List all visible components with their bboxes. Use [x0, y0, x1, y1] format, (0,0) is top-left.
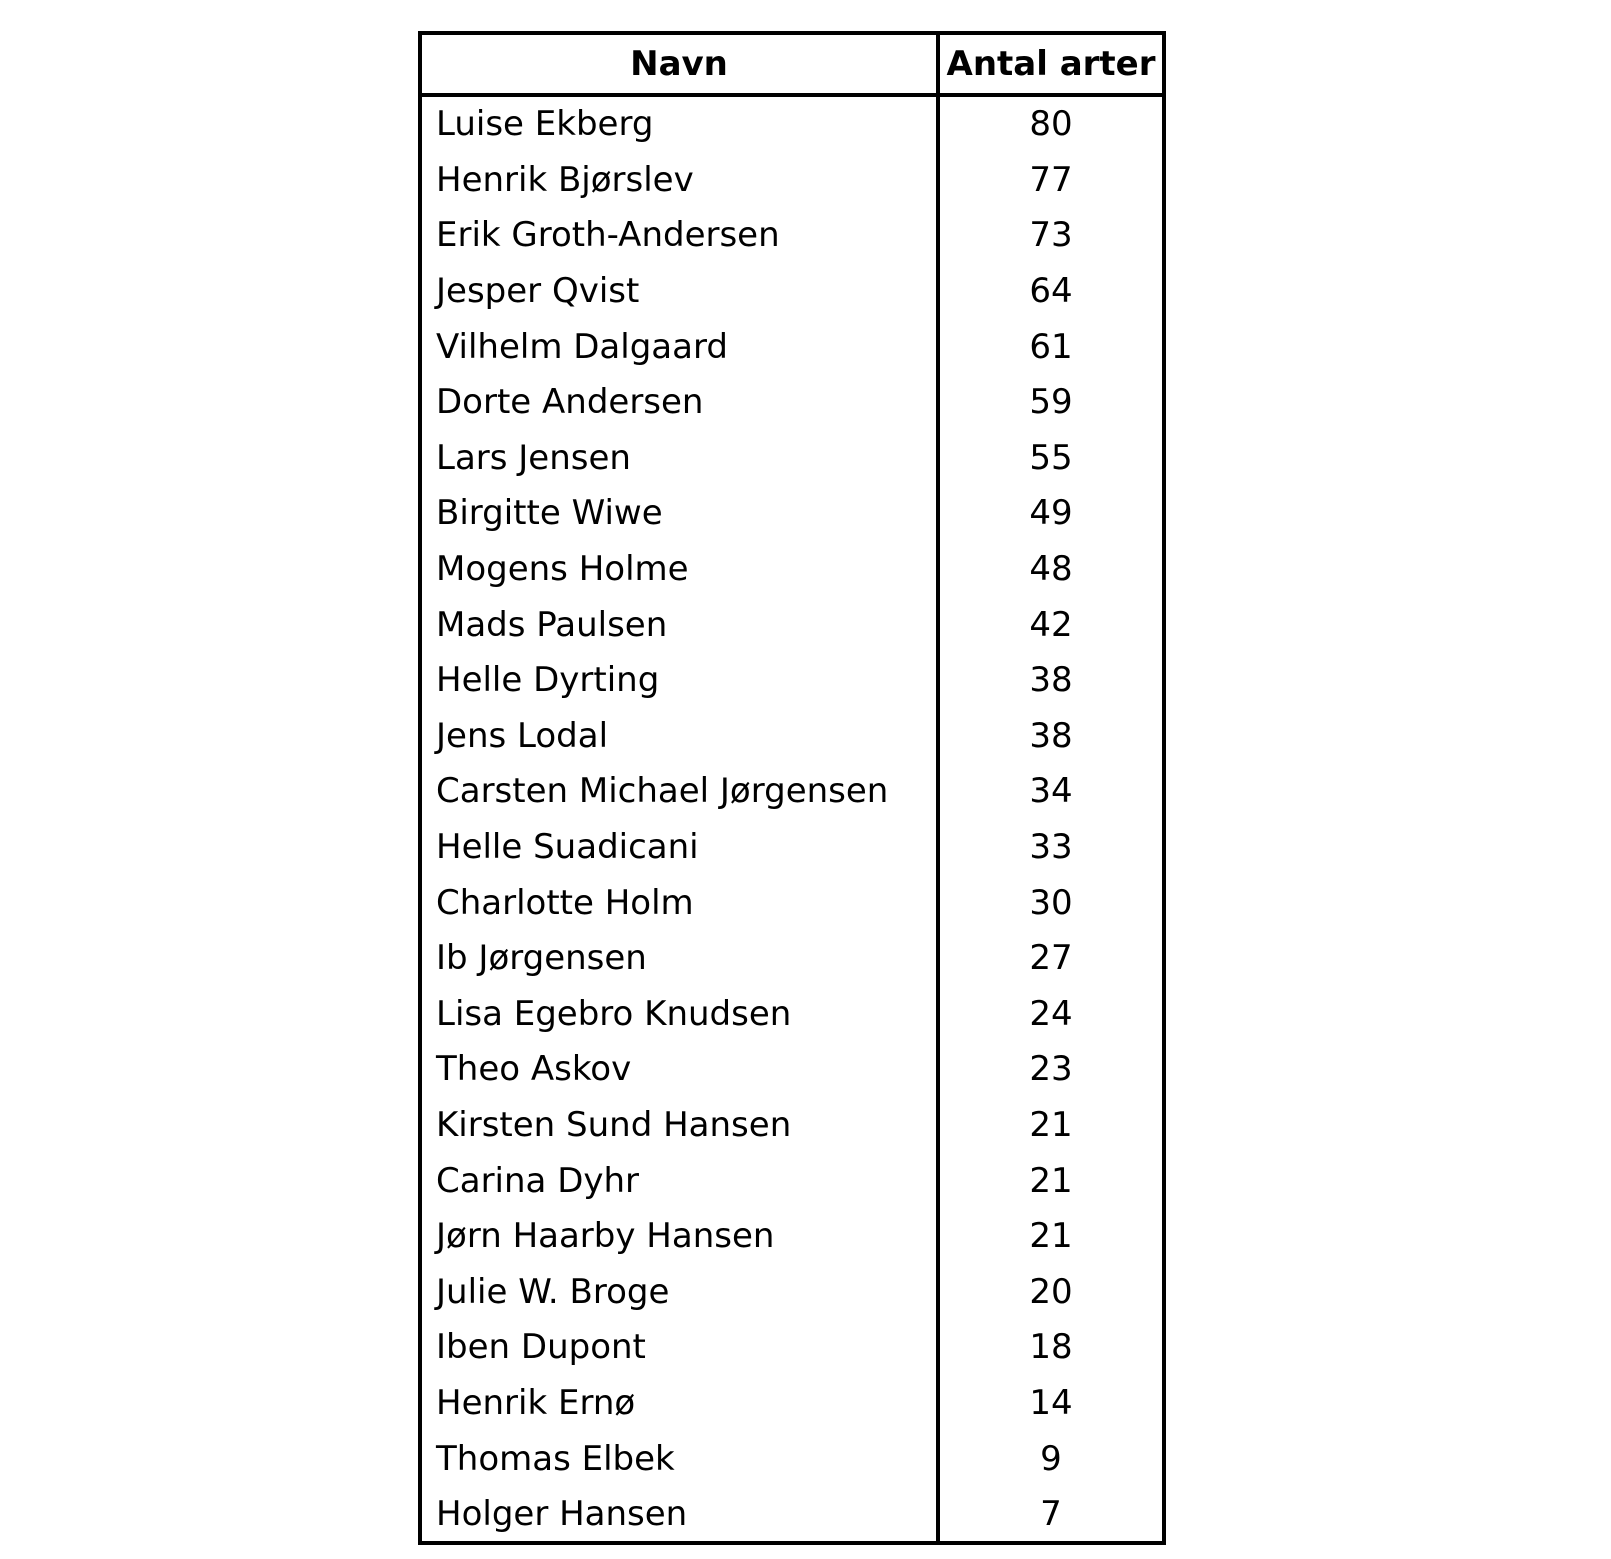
species-count-table: [422, 35, 1162, 1542]
cell-count: 61: [1029, 326, 1073, 367]
cell-name: Ib Jørgensen: [422, 931, 938, 987]
cell-name: Luise Ekberg: [422, 95, 938, 153]
cell-name: Charlotte Holm: [422, 875, 938, 931]
cell-name: Mogens Holme: [422, 542, 938, 598]
cell-count: 73: [1029, 215, 1073, 256]
cell-name: Erik Groth-Andersen: [422, 208, 938, 264]
table-row: [422, 1042, 1162, 1098]
table-row: [422, 208, 1162, 264]
table-body: [422, 95, 1162, 1542]
table-row: [422, 820, 1162, 876]
cell-count: 18: [1029, 1327, 1073, 1368]
cell-name: Jens Lodal: [422, 709, 938, 765]
cell-count: 38: [1029, 660, 1073, 701]
table-row: [422, 153, 1162, 209]
cell-count: 34: [1029, 771, 1073, 812]
table-row: [422, 1209, 1162, 1265]
cell-name: Carina Dyhr: [422, 1153, 938, 1209]
cell-name: Dorte Andersen: [422, 375, 938, 431]
cell-name: Julie W. Broge: [422, 1264, 938, 1320]
table-row: [422, 431, 1162, 487]
cell-count: 21: [1029, 1104, 1073, 1145]
table-row: [422, 1098, 1162, 1154]
cell-name: Lars Jensen: [422, 431, 938, 487]
cell-count: 38: [1029, 715, 1073, 756]
table-row: [422, 1153, 1162, 1209]
cell-name: Birgitte Wiwe: [422, 486, 938, 542]
cell-count: 77: [1029, 159, 1073, 200]
table-row: [422, 1487, 1162, 1543]
cell-count: 14: [1029, 1382, 1073, 1423]
cell-name: Theo Askov: [422, 1042, 938, 1098]
table-row: [422, 1431, 1162, 1487]
table-row: [422, 931, 1162, 987]
cell-name: Vilhelm Dalgaard: [422, 319, 938, 375]
cell-count: 42: [1029, 604, 1073, 645]
cell-name: Kirsten Sund Hansen: [422, 1098, 938, 1154]
table-row: [422, 1264, 1162, 1320]
table-row: [422, 1376, 1162, 1432]
table-row: [422, 987, 1162, 1043]
cell-count: 80: [1029, 104, 1073, 145]
cell-count: 49: [1029, 493, 1073, 534]
cell-name: Lisa Egebro Knudsen: [422, 987, 938, 1043]
cell-count: 21: [1029, 1160, 1073, 1201]
cell-name: Jørn Haarby Hansen: [422, 1209, 938, 1265]
cell-name: Thomas Elbek: [422, 1431, 938, 1487]
table-row: [422, 709, 1162, 765]
table-header-row: [422, 35, 1162, 95]
cell-count: 23: [1029, 1049, 1073, 1090]
cell-name: Helle Dyrting: [422, 653, 938, 709]
table-row: [422, 1320, 1162, 1376]
cell-name: Henrik Bjørslev: [422, 153, 938, 209]
cell-count: 27: [1029, 938, 1073, 979]
cell-count: 7: [1040, 1494, 1062, 1535]
cell-name: Holger Hansen: [422, 1487, 938, 1543]
cell-count: 64: [1029, 271, 1073, 312]
species-count-table-container: [418, 31, 1166, 1545]
cell-count: 24: [1029, 993, 1073, 1034]
cell-count: 9: [1040, 1438, 1062, 1479]
cell-count: 48: [1029, 549, 1073, 590]
cell-name: Jesper Qvist: [422, 264, 938, 320]
cell-count: 59: [1029, 382, 1073, 423]
cell-name: Mads Paulsen: [422, 597, 938, 653]
table-row: [422, 375, 1162, 431]
cell-name: Iben Dupont: [422, 1320, 938, 1376]
column-header-name: Navn: [422, 35, 938, 95]
column-header-count: Antal arter: [938, 35, 1162, 95]
cell-name: Helle Suadicani: [422, 820, 938, 876]
table-row: [422, 597, 1162, 653]
cell-name: Carsten Michael Jørgensen: [422, 764, 938, 820]
table-row: [422, 486, 1162, 542]
cell-count: 20: [1029, 1271, 1073, 1312]
table-row: [422, 542, 1162, 598]
table-row: [422, 95, 1162, 153]
cell-count: 33: [1029, 827, 1073, 868]
cell-count: 21: [1029, 1216, 1073, 1257]
table-row: [422, 264, 1162, 320]
cell-count: 55: [1029, 437, 1073, 478]
cell-count: 30: [1029, 882, 1073, 923]
table-row: [422, 653, 1162, 709]
table-row: [422, 319, 1162, 375]
table-row: [422, 764, 1162, 820]
cell-name: Henrik Ernø: [422, 1376, 938, 1432]
table-row: [422, 875, 1162, 931]
